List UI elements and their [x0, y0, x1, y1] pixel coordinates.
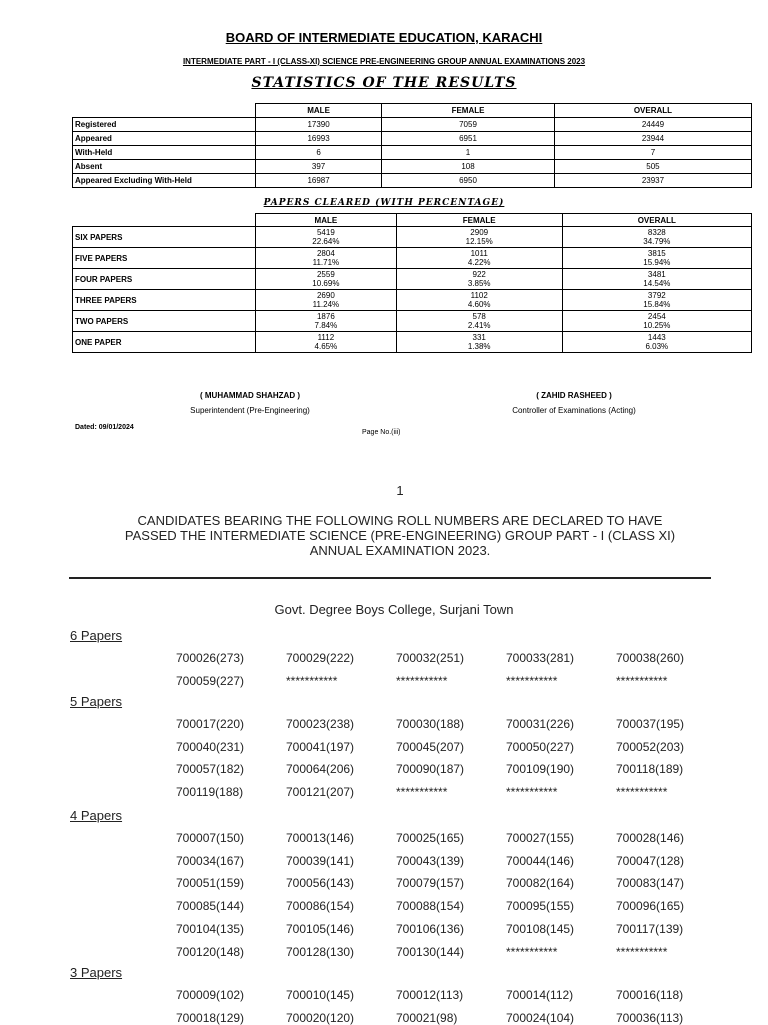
- roll-number: 700105(146): [286, 922, 355, 936]
- roll-number: 700037(195): [616, 717, 685, 731]
- male-percentage: 11.24%: [312, 300, 340, 309]
- row-label: Appeared: [73, 132, 256, 146]
- female-count: 1102: [470, 291, 488, 300]
- female-count: 1011: [470, 249, 488, 258]
- papers-cleared-title: PAPERS CLEARED (WITH PERCENTAGE): [263, 198, 505, 208]
- right-signatory-title: Controller of Examinations (Acting): [512, 406, 636, 415]
- roll-number: 700029(222): [286, 651, 355, 665]
- column-header: FEMALE: [396, 214, 562, 227]
- row-label: ONE PAPER: [73, 332, 256, 353]
- right-signatory-name: ( ZAHID RASHEED ): [536, 391, 612, 400]
- overall-count: 2454: [647, 312, 666, 321]
- table-row: [73, 311, 752, 332]
- roll-number: 700059(227): [176, 674, 245, 688]
- overall-value: 505: [554, 160, 751, 174]
- roll-number: 700118(189): [616, 762, 684, 776]
- female-cell: [396, 227, 562, 248]
- paper-group-label: 5 Papers: [70, 694, 123, 709]
- row-label: FOUR PAPERS: [73, 269, 256, 290]
- male-count: 1876: [316, 312, 335, 321]
- table-row: [73, 248, 752, 269]
- column-header: OVERALL: [562, 214, 751, 227]
- roll-number: 700020(120): [286, 1011, 355, 1025]
- male-percentage: 10.69%: [312, 279, 340, 288]
- roll-number: 700033(281): [506, 651, 575, 665]
- left-signatory-title: Superintendent (Pre-Engineering): [190, 406, 310, 415]
- roll-number: 700043(139): [396, 854, 465, 868]
- roll-number: 700057(182): [176, 762, 245, 776]
- male-count: 1112: [317, 333, 335, 342]
- row-label: With-Held: [73, 146, 256, 160]
- overall-value: 24449: [554, 118, 751, 132]
- horizontal-divider: [69, 577, 711, 579]
- roll-number: 700052(203): [616, 740, 685, 754]
- female-percentage: 4.22%: [467, 258, 491, 267]
- roll-number: 700056(143): [286, 876, 355, 890]
- roll-number: 700119(188): [176, 785, 244, 799]
- female-count: 578: [472, 312, 486, 321]
- overall-percentage: 15.84%: [643, 300, 671, 309]
- row-label: THREE PAPERS: [73, 290, 256, 311]
- male-count: 2559: [316, 270, 335, 279]
- overall-percentage: 14.54%: [643, 279, 671, 288]
- roll-number: 700044(146): [506, 854, 575, 868]
- female-cell: [396, 248, 562, 269]
- table-row: [73, 174, 752, 188]
- roll-number: 700038(260): [616, 651, 685, 665]
- roll-number: 700082(164): [506, 876, 575, 890]
- roll-number: 700014(112): [506, 988, 574, 1002]
- roll-number: ***********: [286, 674, 338, 688]
- roll-number: 700117(139): [616, 922, 684, 936]
- date-label: Dated: 09/01/2024: [75, 424, 134, 431]
- roll-number: 700104(135): [176, 922, 245, 936]
- roll-number: 700121(207): [286, 785, 355, 799]
- roll-number: 700128(130): [286, 945, 355, 959]
- roll-number: 700041(197): [286, 740, 355, 754]
- overall-cell: [562, 269, 751, 290]
- female-value: 108: [382, 160, 555, 174]
- column-header: MALE: [256, 214, 397, 227]
- overall-percentage: 34.79%: [643, 237, 671, 246]
- roll-number: 700023(238): [286, 717, 355, 731]
- roll-number: ***********: [396, 674, 448, 688]
- declaration-heading: [80, 513, 720, 558]
- overall-value: 7: [554, 146, 751, 160]
- overall-cell: [562, 248, 751, 269]
- female-value: 7059: [382, 118, 555, 132]
- overall-percentage: 15.94%: [643, 258, 671, 267]
- paper-group-label: 6 Papers: [70, 628, 123, 643]
- table-row: [73, 132, 752, 146]
- female-cell: [396, 332, 562, 353]
- roll-number: 700031(226): [506, 717, 575, 731]
- female-cell: [396, 290, 562, 311]
- left-signatory-name: ( MUHAMMAD SHAHZAD ): [200, 391, 300, 400]
- result-page-number: 1: [396, 483, 404, 498]
- blank-header: [73, 214, 256, 227]
- male-count: 2804: [316, 249, 335, 258]
- roll-number: 700021(98): [396, 1011, 458, 1025]
- roll-number: 700090(187): [396, 762, 465, 776]
- table-row: [73, 290, 752, 311]
- roll-number: 700120(148): [176, 945, 245, 959]
- male-cell: [256, 332, 397, 353]
- declaration-line: PASSED THE INTERMEDIATE SCIENCE (PRE-ENGINEERING) GROUP PART - I (CLASS XI): [124, 528, 676, 543]
- roll-number: 700064(206): [286, 762, 355, 776]
- female-percentage: 1.38%: [467, 342, 491, 351]
- papers-cleared-table: [72, 213, 752, 353]
- overall-percentage: 6.03%: [645, 342, 669, 351]
- table-row: [73, 269, 752, 290]
- roll-number: ***********: [396, 785, 448, 799]
- paper-group-label: 3 Papers: [70, 965, 123, 980]
- roll-number: ***********: [506, 674, 558, 688]
- overall-cell: [562, 332, 751, 353]
- female-percentage: 4.60%: [467, 300, 491, 309]
- roll-number: 700036(113): [616, 1011, 684, 1025]
- male-cell: [256, 311, 397, 332]
- paper-group-label: 4 Papers: [70, 808, 123, 823]
- roll-number: 700039(141): [286, 854, 355, 868]
- roll-number: 700010(145): [286, 988, 355, 1002]
- female-count: 2909: [470, 228, 489, 237]
- roll-number: ***********: [616, 674, 668, 688]
- male-count: 2690: [316, 291, 335, 300]
- overall-percentage: 10.25%: [643, 321, 671, 330]
- roll-number: 700096(165): [616, 899, 685, 913]
- exam-subtitle: INTERMEDIATE PART - I (CLASS-XI) SCIENCE PRE-ENGINEERING GROUP ANNUAL EXAMINATIONS 2023: [182, 57, 586, 66]
- row-label: Absent: [73, 160, 256, 174]
- roll-number: 700047(128): [616, 854, 685, 868]
- overall-count: 1443: [647, 333, 666, 342]
- roll-number: 700016(118): [616, 988, 684, 1002]
- roll-number: 700024(104): [506, 1011, 575, 1025]
- female-percentage: 12.15%: [465, 237, 493, 246]
- overall-cell: [562, 227, 751, 248]
- statistics-table: [72, 103, 752, 188]
- roll-number: 700130(144): [396, 945, 465, 959]
- overall-count: 8328: [647, 228, 666, 237]
- roll-number: 700051(159): [176, 876, 245, 890]
- female-value: 6950: [382, 174, 555, 188]
- overall-cell: [562, 311, 751, 332]
- roll-number: 700030(188): [396, 717, 465, 731]
- female-count: 331: [472, 333, 486, 342]
- roll-number: 700083(147): [616, 876, 685, 890]
- column-header: FEMALE: [382, 104, 555, 118]
- roll-number: 700108(145): [506, 922, 575, 936]
- male-percentage: 7.84%: [314, 321, 338, 330]
- roll-number: 700027(155): [506, 831, 575, 845]
- table-row: [73, 160, 752, 174]
- male-cell: [256, 248, 397, 269]
- overall-count: 3481: [647, 270, 666, 279]
- roll-number: 700012(113): [396, 988, 464, 1002]
- column-header: OVERALL: [554, 104, 751, 118]
- female-value: 1: [382, 146, 555, 160]
- overall-count: 3792: [647, 291, 666, 300]
- roll-number: 700007(150): [176, 831, 245, 845]
- roll-number: ***********: [616, 945, 668, 959]
- female-percentage: 2.41%: [467, 321, 491, 330]
- overall-value: 23944: [554, 132, 751, 146]
- column-header: MALE: [256, 104, 382, 118]
- roll-number: 700018(129): [176, 1011, 245, 1025]
- roll-number: 700009(102): [176, 988, 245, 1002]
- roll-number: 700095(155): [506, 899, 575, 913]
- roll-number: 700088(154): [396, 899, 465, 913]
- male-value: 6: [256, 146, 382, 160]
- male-count: 5419: [316, 228, 335, 237]
- male-value: 397: [256, 160, 382, 174]
- roll-number: ***********: [506, 945, 558, 959]
- table-row: [73, 146, 752, 160]
- page-number-label: Page No.(iii): [362, 429, 401, 436]
- roll-number: 700013(146): [286, 831, 355, 845]
- roll-number: 700106(136): [396, 922, 465, 936]
- roll-number: 700050(227): [506, 740, 575, 754]
- roll-number: 700017(220): [176, 717, 245, 731]
- male-cell: [256, 269, 397, 290]
- row-label: Appeared Excluding With-Held: [73, 174, 256, 188]
- male-percentage: 11.71%: [312, 258, 340, 267]
- row-label: FIVE PAPERS: [73, 248, 256, 269]
- female-count: 922: [472, 270, 486, 279]
- college-name: Govt. Degree Boys College, Surjani Town: [274, 602, 514, 617]
- table-row: [73, 332, 752, 353]
- roll-number: 700026(273): [176, 651, 245, 665]
- board-title: BOARD OF INTERMEDIATE EDUCATION, KARACHI: [225, 30, 543, 45]
- male-value: 16993: [256, 132, 382, 146]
- table-header-row: [73, 214, 752, 227]
- female-percentage: 3.85%: [467, 279, 491, 288]
- overall-count: 3815: [647, 249, 666, 258]
- female-value: 6951: [382, 132, 555, 146]
- declaration-line: CANDIDATES BEARING THE FOLLOWING ROLL NUMBERS ARE DECLARED TO HAVE: [137, 513, 663, 528]
- row-label: TWO PAPERS: [73, 311, 256, 332]
- declaration-line: ANNUAL EXAMINATION 2023.: [309, 543, 491, 558]
- roll-number: ***********: [506, 785, 558, 799]
- roll-number: 700025(165): [396, 831, 465, 845]
- row-label: SIX PAPERS: [73, 227, 256, 248]
- male-percentage: 4.65%: [314, 342, 338, 351]
- male-value: 16987: [256, 174, 382, 188]
- table-row: [73, 118, 752, 132]
- row-label: Registered: [73, 118, 256, 132]
- roll-number: ***********: [616, 785, 668, 799]
- male-cell: [256, 290, 397, 311]
- roll-number: 700045(207): [396, 740, 465, 754]
- table-row: [73, 227, 752, 248]
- male-value: 17390: [256, 118, 382, 132]
- overall-value: 23937: [554, 174, 751, 188]
- papers-table-body: [73, 227, 752, 353]
- female-cell: [396, 311, 562, 332]
- statistics-title: STATISTICS OF THE RESULTS: [251, 75, 517, 91]
- male-cell: [256, 227, 397, 248]
- roll-number: 700040(231): [176, 740, 245, 754]
- roll-number: 700034(167): [176, 854, 245, 868]
- roll-number: 700028(146): [616, 831, 685, 845]
- roll-number: 700109(190): [506, 762, 575, 776]
- overall-cell: [562, 290, 751, 311]
- roll-number: 700086(154): [286, 899, 355, 913]
- male-percentage: 22.64%: [312, 237, 340, 246]
- roll-number: 700079(157): [396, 876, 465, 890]
- female-cell: [396, 269, 562, 290]
- roll-number: 700032(251): [396, 651, 465, 665]
- blank-header: [73, 104, 256, 118]
- roll-number: 700085(144): [176, 899, 245, 913]
- table-header-row: [73, 104, 752, 118]
